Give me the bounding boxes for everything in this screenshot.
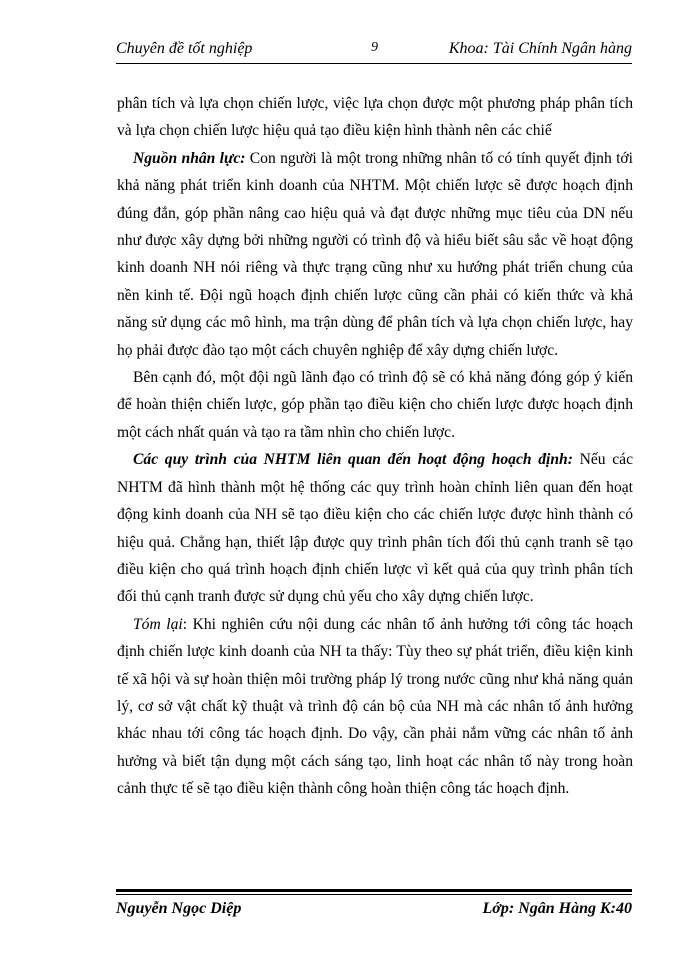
footer-divider-thick [116,889,632,892]
paragraph-summary [117,611,633,803]
paragraph-heading: Tóm lại [133,615,183,633]
page-footer [116,900,632,922]
header-department: Khoa: Tài Chính Ngân hàng [448,40,632,57]
paragraph-leadership: Bên cạnh đó, một đội ngũ lãnh đạo có trình độ sẽ có khả năng đóng góp ý kiến để hoàn thiện chiến lược, góp phần tạo điều kiện cho chiến lược được hoạch định một cách nhất quán và tạo ra tầm nhìn cho chiến lược. [117,369,633,441]
paragraph-human-resources [117,145,633,364]
footer-divider-thin [116,894,632,895]
page-number: 9 [371,40,378,55]
header-divider [116,63,632,64]
paragraph-heading: Nguồn nhân lực: [133,149,246,167]
paragraph-1: phân tích và lựa chọn chiến lược, việc lựa chọn được một phương pháp phân tích và lựa chọn chiến lược hiệu quả tạo điều kiện hình thành nên các chiế [117,95,633,140]
paragraph-processes [117,446,633,610]
document-body [117,90,633,803]
page-header [116,40,632,62]
footer-author: Nguyễn Ngọc Diệp [116,900,242,917]
paragraph-text: Con người là một trong những nhân tố có tính quyết định tới khả năng phát triển kinh doanh của NHTM. Một chiến lược sẽ được hoạch định đúng đắn, góp phần nâng cao hiệu quả và đạt được những mục tiêu của DN nếu như được xây dựng bởi những người có trình độ và hiểu biết sâu sắc về hoạt động kinh doanh NH nói riêng và thực trạng cũng như xu hướng phát triển chung của nền kinh tế. Đội ngũ hoạch định chiến lược cũng cần phải có kiến thức và khả năng sử dụng các mô hình, ma trận dùng để phân tích và lựa chọn chiến lược, hay họ phải được đào tạo một cách chuyên nghiệp để xây dựng chiến lược. [117,149,633,359]
footer-class: Lớp: Ngân Hàng K:40 [482,900,632,917]
header-title: Chuyên đề tốt nghiệp [116,40,253,57]
paragraph-heading: Các quy trình của NHTM liên quan đến hoạt động hoạch định: [133,451,573,469]
paragraph-text: : Khi nghiên cứu nội dung các nhân tố ảnh hưởng tới công tác hoạch định chiến lược kinh doanh của NH ta thấy: Tùy theo sự phát triển, điều kiện kinh tế xã hội và sự hoàn thiện môi trường pháp lý trong nước cũng như khả năng quản lý, cơ sở vật chất kỹ thuật và trình độ cán bộ của NH mà các nhân tố ảnh hưởng khác nhau tới công tác hoạch định. Do vậy, cần phải nắm vững các nhân tố ảnh hưởng và biết tận dụng một cách sáng tạo, linh hoạt các nhân tố này trong hoàn cảnh thực tế sẽ tạo điều kiện thành công hoàn thiện công tác hoạch định. [117,615,634,798]
paragraph-text: Nếu các NHTM đã hình thành một hệ thống các quy trình hoàn chỉnh liên quan đến hoạt động kinh doanh của NH sẽ tạo điều kiện cho các chiến lược được hình thành có hiệu quả. Chẳng hạn, thiết lập được quy trình phân tích đối thủ cạnh tranh sẽ tạo điều kiện cho quá trình hoạch định chiến lược vì kết quả của quy trình phân tích đối thủ cạnh tranh được sử dụng chủ yếu cho xây dựng chiến lược. [117,451,634,606]
